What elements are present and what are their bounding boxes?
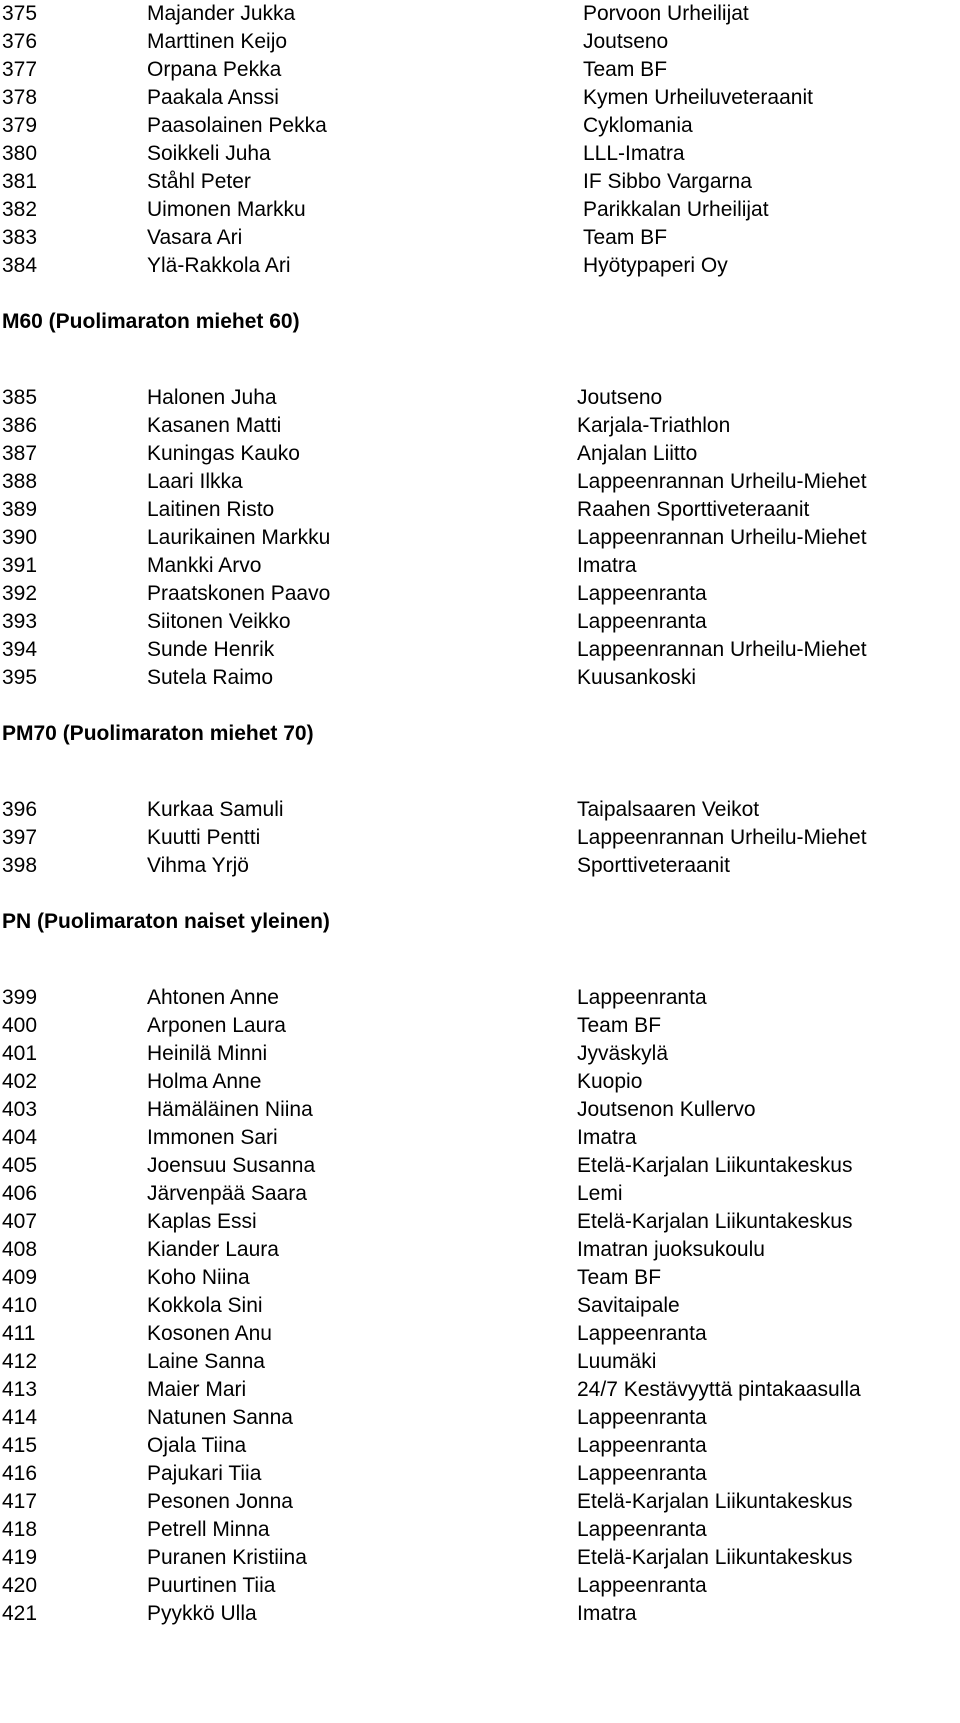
bib-number: 414: [2, 1406, 38, 1429]
participant-row: [0, 1376, 960, 1404]
participant-club: Joutseno: [577, 386, 663, 409]
bib-number: 412: [2, 1350, 38, 1373]
participant-name: Orpana Pekka: [147, 58, 282, 81]
participant-name: Natunen Sanna: [147, 1406, 293, 1429]
participant-club: Lappeenrannan Urheilu-Miehet: [577, 470, 867, 493]
bib-number: 390: [2, 526, 38, 549]
participant-club: Karjala-Triathlon: [577, 414, 731, 437]
participant-row: [0, 496, 960, 524]
participant-row: [0, 524, 960, 552]
bib-number: 402: [2, 1070, 38, 1093]
participant-club: Etelä-Karjalan Liikuntakeskus: [577, 1546, 853, 1569]
participant-row: [0, 824, 960, 852]
participant-row: [0, 1096, 960, 1124]
participant-club: IF Sibbo Vargarna: [583, 170, 752, 193]
participant-name: Sunde Henrik: [147, 638, 275, 661]
participant-name: Immonen Sari: [147, 1126, 278, 1149]
bib-number: 386: [2, 414, 38, 437]
bib-number: 407: [2, 1210, 38, 1233]
participant-name: Soikkeli Juha: [147, 142, 271, 165]
participant-club: Imatra: [577, 1126, 637, 1149]
participant-row: [0, 984, 960, 1012]
participant-club: Imatra: [577, 1602, 637, 1625]
bib-number: 408: [2, 1238, 38, 1261]
participant-name: Vihma Yrjö: [147, 854, 249, 877]
participant-club: Luumäki: [577, 1350, 657, 1373]
participant-row: [0, 796, 960, 824]
bib-number: 380: [2, 142, 38, 165]
participant-row: [0, 28, 960, 56]
participant-row: [0, 1012, 960, 1040]
participant-club: Etelä-Karjalan Liikuntakeskus: [577, 1490, 853, 1513]
bib-number: 404: [2, 1126, 38, 1149]
participant-club: Sporttiveteraanit: [577, 854, 730, 877]
participant-row: [0, 1404, 960, 1432]
participant-row: [0, 608, 960, 636]
section-gap: [0, 776, 960, 796]
bib-number: 418: [2, 1518, 38, 1541]
participant-club: Hyötypaperi Oy: [583, 254, 728, 277]
participant-name: Marttinen Keijo: [147, 30, 288, 53]
bib-number: 395: [2, 666, 38, 689]
participant-row: [0, 196, 960, 224]
participant-name: Laitinen Risto: [147, 498, 275, 521]
participant-club: Raahen Sporttiveteraanit: [577, 498, 810, 521]
bib-number: 399: [2, 986, 38, 1009]
participant-name: Puranen Kristiina: [147, 1546, 307, 1569]
participant-row: [0, 1264, 960, 1292]
participant-name: Koho Niina: [147, 1266, 250, 1289]
participant-row: [0, 1572, 960, 1600]
bib-number: 401: [2, 1042, 38, 1065]
participant-club: Lappeenranta: [577, 1322, 707, 1345]
participant-row: [0, 1488, 960, 1516]
participant-row: [0, 552, 960, 580]
participant-row: [0, 1516, 960, 1544]
participant-name: Arponen Laura: [147, 1014, 286, 1037]
participant-name: Majander Jukka: [147, 2, 296, 25]
participant-name: Sutela Raimo: [147, 666, 274, 689]
participant-name: Heinilä Minni: [147, 1042, 268, 1065]
participant-club: Lappeenranta: [577, 1574, 707, 1597]
participant-club: Lappeenranta: [577, 582, 707, 605]
bib-number: 382: [2, 198, 38, 221]
participant-row: [0, 412, 960, 440]
bib-number: 375: [2, 2, 38, 25]
participant-name: Ståhl Peter: [147, 170, 251, 193]
participant-name: Joensuu Susanna: [147, 1154, 316, 1177]
bib-number: 398: [2, 854, 38, 877]
participant-name: Ylä-Rakkola Ari: [147, 254, 291, 277]
bib-number: 419: [2, 1546, 38, 1569]
participant-club: Savitaipale: [577, 1294, 680, 1317]
bib-number: 396: [2, 798, 38, 821]
bib-number: 376: [2, 30, 38, 53]
participant-name: Hämäläinen Niina: [147, 1098, 313, 1121]
bib-number: 389: [2, 498, 38, 521]
participant-name: Laine Sanna: [147, 1350, 265, 1373]
participant-club: Jyväskylä: [577, 1042, 669, 1065]
bib-number: 415: [2, 1434, 38, 1457]
participant-name: Halonen Juha: [147, 386, 277, 409]
bib-number: 400: [2, 1014, 38, 1037]
participant-row: [0, 852, 960, 880]
participant-name: Praatskonen Paavo: [147, 582, 331, 605]
participant-row: [0, 0, 960, 28]
participant-row: [0, 84, 960, 112]
participant-name: Puurtinen Tiia: [147, 1574, 276, 1597]
bib-number: 391: [2, 554, 38, 577]
bib-number: 410: [2, 1294, 38, 1317]
bib-number: 379: [2, 114, 38, 137]
bib-number: 394: [2, 638, 38, 661]
participant-row: [0, 1292, 960, 1320]
participant-row: [0, 1460, 960, 1488]
participant-club: Lappeenrannan Urheilu-Miehet: [577, 526, 867, 549]
participant-row: [0, 1124, 960, 1152]
bib-number: 413: [2, 1378, 38, 1401]
participant-club: Lappeenranta: [577, 1434, 707, 1457]
participant-club: Cyklomania: [583, 114, 693, 137]
bib-number: 403: [2, 1098, 38, 1121]
participant-row: [0, 1040, 960, 1068]
participant-club: Lappeenranta: [577, 1462, 707, 1485]
participant-row: [0, 252, 960, 280]
participant-club: Taipalsaaren Veikot: [577, 798, 760, 821]
participant-club: Parikkalan Urheilijat: [583, 198, 769, 221]
bib-number: 388: [2, 470, 38, 493]
bib-number: 420: [2, 1574, 38, 1597]
participant-row: [0, 168, 960, 196]
participant-row: [0, 384, 960, 412]
participant-row: [0, 1236, 960, 1264]
participant-club: 24/7 Kestävyyttä pintakaasulla: [577, 1378, 861, 1401]
participant-name: Ojala Tiina: [147, 1434, 247, 1457]
participant-row: [0, 56, 960, 84]
participant-name: Holma Anne: [147, 1070, 262, 1093]
participant-row: [0, 1600, 960, 1628]
bib-number: 377: [2, 58, 38, 81]
bib-number: 417: [2, 1490, 38, 1513]
participant-row: [0, 1208, 960, 1236]
participant-club: Etelä-Karjalan Liikuntakeskus: [577, 1210, 853, 1233]
participant-row: [0, 1152, 960, 1180]
participant-club: Team BF: [583, 226, 668, 249]
participant-row: [0, 1180, 960, 1208]
bib-number: 416: [2, 1462, 38, 1485]
participant-name: Pyykkö Ulla: [147, 1602, 257, 1625]
participant-row: [0, 580, 960, 608]
bib-number: 387: [2, 442, 38, 465]
participant-club: Anjalan Liitto: [577, 442, 698, 465]
participant-club: Team BF: [577, 1266, 662, 1289]
participant-club: Lappeenranta: [577, 1406, 707, 1429]
participant-name: Kuutti Pentti: [147, 826, 261, 849]
participant-club: LLL-Imatra: [583, 142, 685, 165]
participant-row: [0, 224, 960, 252]
participant-name: Vasara Ari: [147, 226, 243, 249]
section-gap: [0, 364, 960, 384]
bib-number: 406: [2, 1182, 38, 1205]
participant-name: Siitonen Veikko: [147, 610, 291, 633]
participant-row: [0, 1544, 960, 1572]
bib-number: 397: [2, 826, 38, 849]
bib-number: 392: [2, 582, 38, 605]
participant-name: Pesonen Jonna: [147, 1490, 293, 1513]
section-heading: PM70 (Puolimaraton miehet 70): [2, 722, 314, 745]
participant-club: Lappeenranta: [577, 610, 707, 633]
participant-row: [0, 440, 960, 468]
participant-name: Järvenpää Saara: [147, 1182, 307, 1205]
participant-club: Kymen Urheiluveteraanit: [583, 86, 813, 109]
participant-club: Lappeenrannan Urheilu-Miehet: [577, 826, 867, 849]
participant-name: Ahtonen Anne: [147, 986, 279, 1009]
participant-club: Etelä-Karjalan Liikuntakeskus: [577, 1154, 853, 1177]
participant-name: Kiander Laura: [147, 1238, 279, 1261]
participant-row: [0, 1068, 960, 1096]
bib-number: 411: [2, 1322, 36, 1345]
participant-name: Kurkaa Samuli: [147, 798, 284, 821]
participant-name: Maier Mari: [147, 1378, 247, 1401]
participant-name: Kasanen Matti: [147, 414, 282, 437]
participant-name: Petrell Minna: [147, 1518, 270, 1541]
participant-name: Kuningas Kauko: [147, 442, 300, 465]
participant-row: [0, 468, 960, 496]
participant-name: Pajukari Tiia: [147, 1462, 262, 1485]
participant-club: Lemi: [577, 1182, 623, 1205]
bib-number: 385: [2, 386, 38, 409]
bib-number: 421: [2, 1602, 38, 1625]
participant-club: Team BF: [577, 1014, 662, 1037]
bib-number: 381: [2, 170, 38, 193]
section-gap: [0, 964, 960, 984]
participant-club: Imatra: [577, 554, 637, 577]
participant-club: Lappeenranta: [577, 1518, 707, 1541]
participant-club: Lappeenranta: [577, 986, 707, 1009]
participant-row: [0, 112, 960, 140]
participant-club: Imatran juoksukoulu: [577, 1238, 765, 1261]
participant-club: Lappeenrannan Urheilu-Miehet: [577, 638, 867, 661]
bib-number: 378: [2, 86, 38, 109]
participant-club: Team BF: [583, 58, 668, 81]
bib-number: 384: [2, 254, 38, 277]
section-heading: PN (Puolimaraton naiset yleinen): [2, 910, 330, 933]
participant-name: Laurikainen Markku: [147, 526, 331, 549]
bib-number: 405: [2, 1154, 38, 1177]
participant-club: Porvoon Urheilijat: [583, 2, 749, 25]
participant-row: [0, 1432, 960, 1460]
participant-club: Kuopio: [577, 1070, 643, 1093]
participant-name: Kaplas Essi: [147, 1210, 257, 1233]
participant-name: Paasolainen Pekka: [147, 114, 327, 137]
participant-row: [0, 140, 960, 168]
bib-number: 383: [2, 226, 38, 249]
participant-name: Kokkola Sini: [147, 1294, 263, 1317]
participant-name: Uimonen Markku: [147, 198, 306, 221]
participant-row: [0, 664, 960, 692]
participant-club: Kuusankoski: [577, 666, 697, 689]
participant-name: Paakala Anssi: [147, 86, 279, 109]
participant-name: Mankki Arvo: [147, 554, 262, 577]
participant-row: [0, 1348, 960, 1376]
section-heading: M60 (Puolimaraton miehet 60): [2, 310, 300, 333]
bib-number: 409: [2, 1266, 38, 1289]
participant-row: [0, 636, 960, 664]
participant-club: Joutseno: [583, 30, 669, 53]
participant-row: [0, 1320, 960, 1348]
participant-name: Kosonen Anu: [147, 1322, 272, 1345]
bib-number: 393: [2, 610, 38, 633]
participant-club: Joutsenon Kullervo: [577, 1098, 756, 1121]
participant-name: Laari Ilkka: [147, 470, 243, 493]
